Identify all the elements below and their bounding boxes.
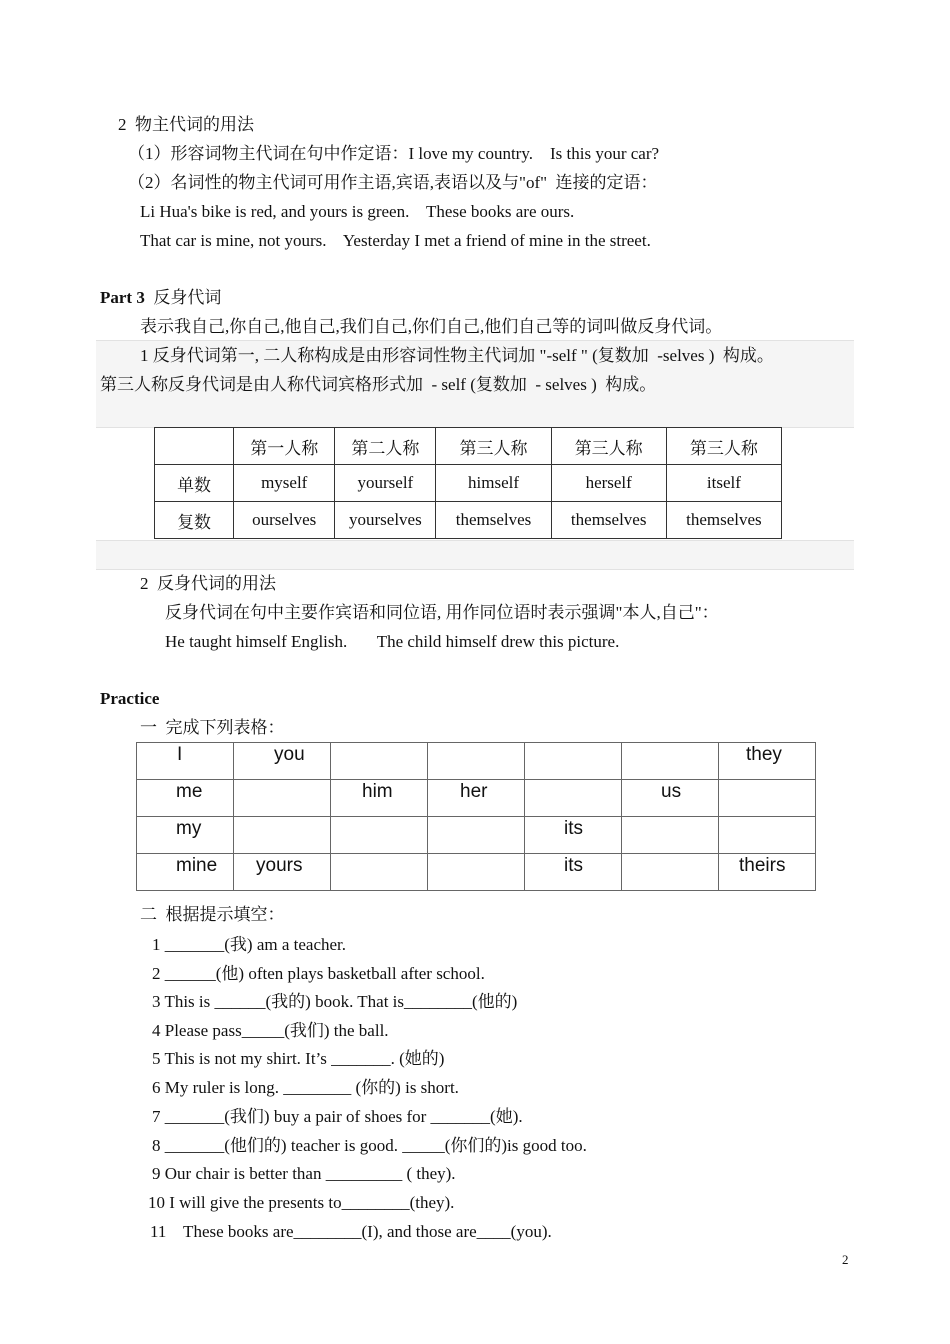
table-cell: themselves bbox=[551, 502, 666, 539]
example-line-1: Li Hua's bike is red, and yours is green. These books are ours. bbox=[140, 202, 575, 221]
exercise-item: 5 This is not my shirt. It’s _______. (她的) bbox=[152, 1049, 445, 1068]
exercise-item: 6 My ruler is long. ________ (你的) is short. bbox=[152, 1078, 459, 1097]
table-cell: my bbox=[137, 817, 234, 854]
exercise-item: 8 _______(他们的) teacher is good. _____(你们的)is good too. bbox=[152, 1136, 587, 1155]
table-cell: herself bbox=[551, 465, 666, 502]
table-cell: 第三人称 bbox=[436, 428, 551, 465]
part3-intro: 表示我自己,你自己,他自己,我们自己,你们自己,他们自己等的词叫做反身代词。 bbox=[140, 317, 723, 336]
table-cell: 单数 bbox=[155, 465, 234, 502]
table-row bbox=[137, 743, 816, 780]
reflexive-pronoun-table bbox=[154, 427, 782, 539]
table-cell: 第二人称 bbox=[335, 428, 436, 465]
table-row bbox=[137, 780, 816, 817]
exercise-item: 4 Please pass_____(我们) the ball. bbox=[152, 1021, 389, 1040]
table-cell bbox=[428, 854, 525, 891]
part3-rule-line-2: 第三人称反身代词是由人称代词宾格形式加 - self (复数加 - selves ) 构成。 bbox=[100, 375, 657, 394]
practice-title: Practice bbox=[100, 689, 160, 708]
table-row bbox=[155, 502, 782, 539]
exercise-item: 9 Our chair is better than _________ ( they). bbox=[152, 1164, 456, 1183]
table-cell bbox=[525, 743, 622, 780]
table-cell: ourselves bbox=[234, 502, 335, 539]
table-cell: 复数 bbox=[155, 502, 234, 539]
practice-part1-title: 一 完成下列表格： bbox=[140, 718, 285, 737]
part3-label: Part 3 bbox=[100, 288, 145, 307]
table-cell: 第一人称 bbox=[234, 428, 335, 465]
exercise-item: 2 ______(他) often plays basketball after school. bbox=[152, 964, 485, 983]
table-cell bbox=[155, 428, 234, 465]
exercise-item: 7 _______(我们) buy a pair of shoes for _______(她). bbox=[152, 1107, 523, 1126]
page-number: 2 bbox=[842, 1252, 849, 1267]
part3-heading: 反身代词 bbox=[144, 288, 222, 307]
table-cell: yourselves bbox=[335, 502, 436, 539]
usage-title: 2 反身代词的用法 bbox=[140, 574, 276, 593]
part3-rule-line-1: 1 反身代词第一, 二人称构成是由形容词性物主代词加 "-self " (复数加 -selves ) 构成。 bbox=[140, 346, 774, 365]
exercise-item: 11 These books are________(I), and those are____(you). bbox=[150, 1222, 552, 1241]
table-cell: its bbox=[525, 854, 622, 891]
table-cell: themselves bbox=[436, 502, 551, 539]
table-cell: they bbox=[719, 743, 816, 780]
table-cell bbox=[622, 854, 719, 891]
table-cell: themselves bbox=[666, 502, 781, 539]
table-row bbox=[137, 817, 816, 854]
table-cell bbox=[622, 817, 719, 854]
usage-line-2: He taught himself English. The child himself drew this picture. bbox=[165, 632, 620, 651]
rule-line-1: （1）形容词物主代词在句中作定语：I love my country. Is this your car? bbox=[128, 144, 660, 163]
table-cell bbox=[331, 743, 428, 780]
table-cell: us bbox=[622, 780, 719, 817]
table-cell: me bbox=[137, 780, 234, 817]
table-cell bbox=[428, 743, 525, 780]
table-cell: himself bbox=[436, 465, 551, 502]
exercise-item: 1 _______(我) am a teacher. bbox=[152, 935, 347, 954]
section-title: 2 物主代词的用法 bbox=[118, 115, 254, 134]
rule-line-2: （2）名词性的物主代词可用作主语,宾语,表语以及与"of" 连接的定语： bbox=[128, 173, 658, 192]
table-cell: I bbox=[137, 743, 234, 780]
table-cell bbox=[525, 780, 622, 817]
part3-title bbox=[100, 288, 221, 308]
usage-line-1: 反身代词在句中主要作宾语和同位语, 用作同位语时表示强调"本人,自己"： bbox=[165, 603, 719, 622]
exercise-item: 10 I will give the presents to________(they). bbox=[148, 1193, 455, 1212]
table-cell bbox=[331, 854, 428, 891]
table-cell bbox=[428, 817, 525, 854]
table-row bbox=[155, 465, 782, 502]
table-cell bbox=[719, 817, 816, 854]
table-cell bbox=[622, 743, 719, 780]
table-cell bbox=[234, 780, 331, 817]
table-cell: her bbox=[428, 780, 525, 817]
table-cell: you bbox=[234, 743, 331, 780]
table-cell bbox=[331, 817, 428, 854]
table-cell bbox=[719, 780, 816, 817]
example-line-2: That car is mine, not yours. Yesterday I met a friend of mine in the street. bbox=[140, 231, 651, 250]
table-header-row bbox=[155, 428, 782, 465]
table-cell: mine bbox=[137, 854, 234, 891]
table-cell bbox=[234, 817, 331, 854]
table-cell: myself bbox=[234, 465, 335, 502]
table-cell: him bbox=[331, 780, 428, 817]
pronoun-fill-table bbox=[136, 742, 816, 891]
table-cell: its bbox=[525, 817, 622, 854]
shaded-block-bottom bbox=[96, 540, 854, 570]
practice-part2-title: 二 根据提示填空： bbox=[140, 905, 285, 924]
table-cell: yourself bbox=[335, 465, 436, 502]
table-cell: 第三人称 bbox=[666, 428, 781, 465]
table-cell: 第三人称 bbox=[551, 428, 666, 465]
table-row bbox=[137, 854, 816, 891]
table-cell: yours bbox=[234, 854, 331, 891]
table-cell: theirs bbox=[719, 854, 816, 891]
table-cell: itself bbox=[666, 465, 781, 502]
exercise-item: 3 This is ______(我的) book. That is________(他的) bbox=[152, 992, 518, 1011]
